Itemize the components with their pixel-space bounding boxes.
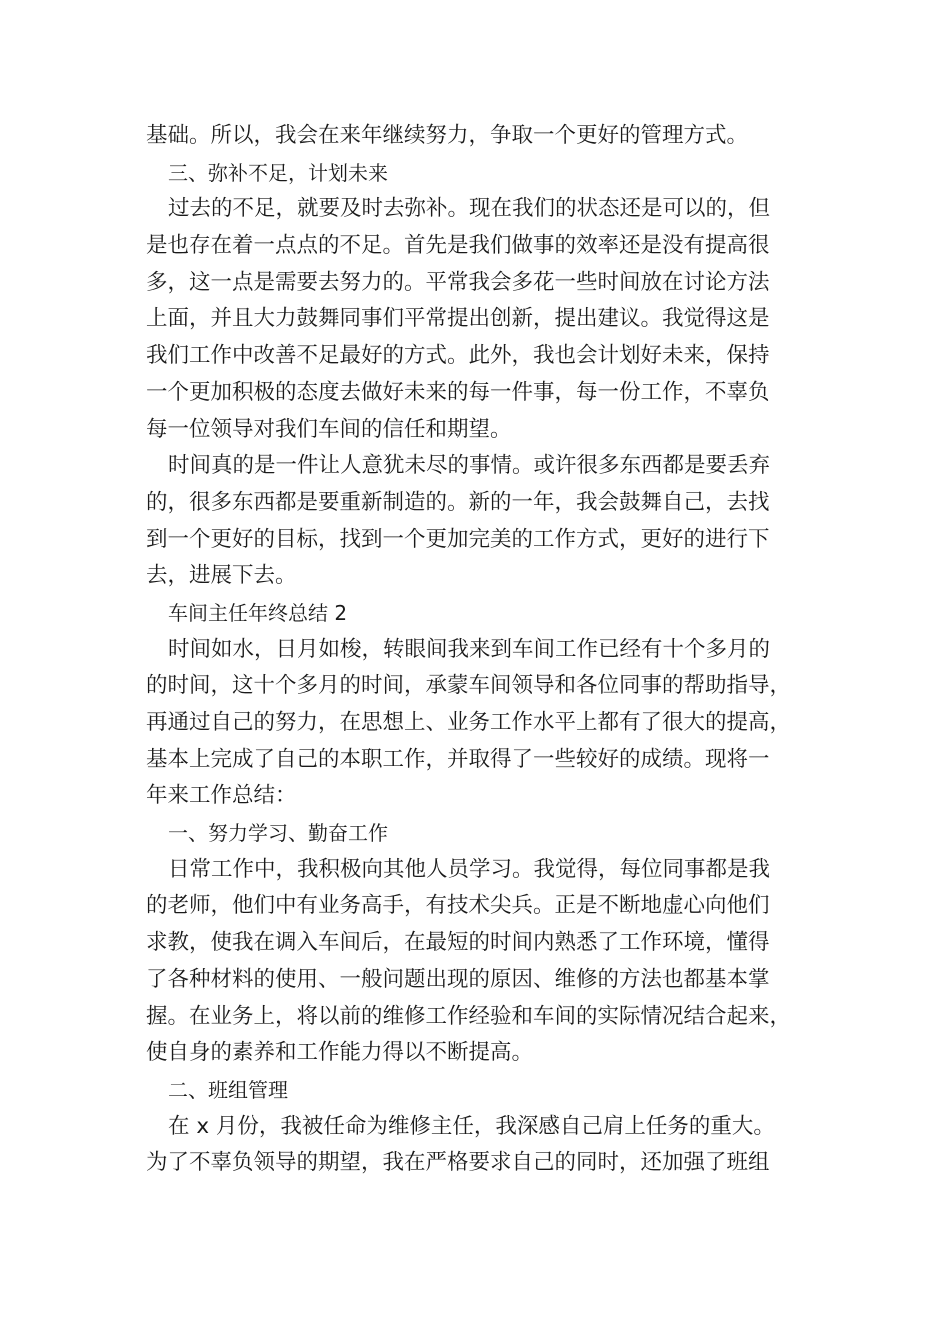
text-line-16: 的时间，这十个多月的时间，承蒙车间领导和各位同事的帮助指导，: [146, 673, 792, 699]
text-line-13: 去，进展下去。: [146, 563, 297, 589]
text-line-18: 基本上完成了自己的本职工作，并取得了一些较好的成绩。现将一: [146, 746, 770, 772]
text-line-17: 再通过自己的努力，在思想上、业务工作水平上都有了很大的提高，: [146, 710, 792, 735]
section-heading-2: 二、班组管理: [168, 1077, 288, 1102]
text-line-24: 了各种材料的使用、一般问题出现的原因、维修的方法也都基本掌: [146, 966, 770, 992]
text-line-8: 一个更加积极的态度去做好未来的每一件事，每一份工作，不辜负: [146, 379, 770, 405]
text-line-6: 上面，并且大力鼓舞同事们平常提出创新，提出建议。我觉得这是: [146, 306, 770, 332]
text-line-12: 到一个更好的目标，找到一个更加完美的工作方式，更好的进行下: [146, 526, 770, 552]
text-line-1: 基础。所以，我会在来年继续努力，争取一个更好的管理方式。: [146, 123, 749, 148]
text-line-7: 我们工作中改善不足最好的方式。此外，我也会计划好未来，保持: [146, 343, 770, 369]
text-line-4: 是也存在着一点点的不足。首先是我们做事的效率还是没有提高很: [146, 233, 770, 259]
text-line-26: 使自身的素养和工作能力得以不断提高。: [146, 1040, 534, 1066]
text-line-28: 在 x 月份，我被任命为维修主任，我深感自己肩上任务的重大。: [168, 1113, 775, 1139]
text-line-21: 日常工作中，我积极向其他人员学习。我觉得，每位同事都是我: [168, 856, 771, 882]
text-line-22: 的老师，他们中有业务高手，有技术尖兵。正是不断地虚心向他们: [146, 893, 770, 919]
text-line-29: 为了不辜负领导的期望，我在严格要求自己的同时，还加强了班组: [146, 1150, 770, 1176]
text-line-9: 每一位领导对我们车间的信任和期望。: [146, 416, 512, 442]
document-body: [146, 118, 806, 1182]
text-line-5: 多，这一点是需要去努力的。平常我会多花一些时间放在讨论方法: [146, 269, 770, 295]
section-heading-1: 一、努力学习、勤奋工作: [168, 821, 388, 846]
text-line-23: 求教，使我在调入车间后，在最短的时间内熟悉了工作环境，懂得: [146, 930, 770, 956]
section-heading-3: 三、弥补不足，计划未来: [168, 160, 388, 185]
text-line-25: 握。在业务上，将以前的维修工作经验和车间的实际情况结合起来，: [146, 1003, 792, 1029]
text-line-11: 的，很多东西都是要重新制造的。新的一年，我会鼓舞自己，去找: [146, 489, 770, 515]
text-line-19: 年来工作总结：: [146, 783, 297, 809]
text-line-10: 时间真的是一件让人意犹未尽的事情。或许很多东西都是要丢弃: [168, 453, 771, 479]
text-line-15: 时间如水，日月如梭，转眼间我来到车间工作已经有十个多月的: [168, 636, 771, 662]
document-subtitle: 车间主任年终总结 2: [168, 600, 348, 625]
text-line-3: 过去的不足，就要及时去弥补。现在我们的状态还是可以的，但: [168, 196, 771, 222]
